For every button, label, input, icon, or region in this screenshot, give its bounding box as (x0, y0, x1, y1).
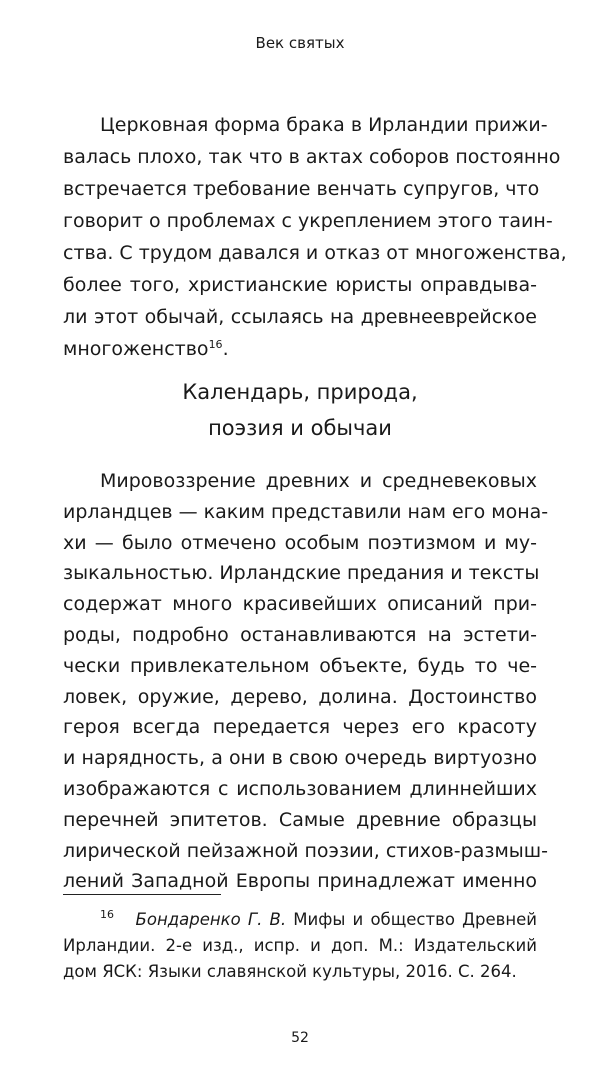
text-line: Церковная форма брака в Ирландии прижи- (100, 114, 548, 136)
text-line: содержат много красивейших описаний при- (63, 593, 537, 616)
text-line: изображаются с использованием длиннейших (63, 778, 537, 800)
text: многоженство (63, 338, 209, 360)
text: . (222, 338, 229, 360)
text: Мифы и общество Древней (286, 910, 538, 929)
text-line: встречается требование венчать супругов, что (63, 178, 540, 200)
text-line: более того, христианские юристы оправдыва- (63, 274, 537, 296)
footnote-line: дом ЯСК: Языки славянской культуры, 2016. С. 264. (63, 962, 517, 981)
footnote-number: 16 (100, 908, 114, 921)
text-line: перечней эпитетов. Самые древние образцы (63, 808, 537, 831)
running-header: Век святых (255, 34, 345, 52)
text-line: ловек, оружие, дерево, долина. Достоинство (63, 685, 537, 708)
text-line: и нарядность, а они в свою очередь виртуозно (63, 747, 537, 770)
footnote-author: Бондаренко Г. В. (135, 910, 287, 929)
text-line: говорит о проблемах с укреплением этого таин- (63, 210, 553, 232)
text-line: хи — было отмечено особым поэтизмом и му- (63, 531, 537, 554)
text-line (63, 337, 537, 361)
section-heading-line: поэзия и обычаи (208, 416, 392, 440)
text-line: ства. С трудом давался и отказ от многоженства, (63, 242, 567, 264)
text-line: ли этот обычай, ссылаясь на древнееврейское (63, 306, 537, 328)
text-line: ирландцев — каким представили нам его мона- (63, 500, 549, 523)
footnote-line (100, 910, 537, 930)
section-heading-line: Календарь, природа, (182, 380, 418, 404)
footnote-ref[interactable]: 16 (208, 338, 223, 351)
text-line: лирической пейзажной поэзии, стихов-размыш- (63, 839, 549, 862)
text-line: зыкальностью. Ирландские предания и тексты (63, 562, 540, 585)
text-line: роды, подробно останавливаются на эстети- (63, 624, 537, 646)
text-line: лений Западной Европы принадлежат именно (63, 870, 537, 893)
page-number: 52 (291, 1030, 309, 1046)
text-line: героя всегда передается через его красоту (63, 716, 537, 739)
footnote-line: Ирландии. 2-е изд., испр. и доп. М.: Издательский (63, 936, 537, 955)
text-line: валась плохо, так что в актах соборов постоянно (63, 146, 561, 168)
text-line: Мировоззрение древних и средневековых (100, 470, 537, 492)
text-line: чески привлекательном объекте, будь то че- (63, 654, 537, 677)
footnote-separator (63, 894, 221, 895)
